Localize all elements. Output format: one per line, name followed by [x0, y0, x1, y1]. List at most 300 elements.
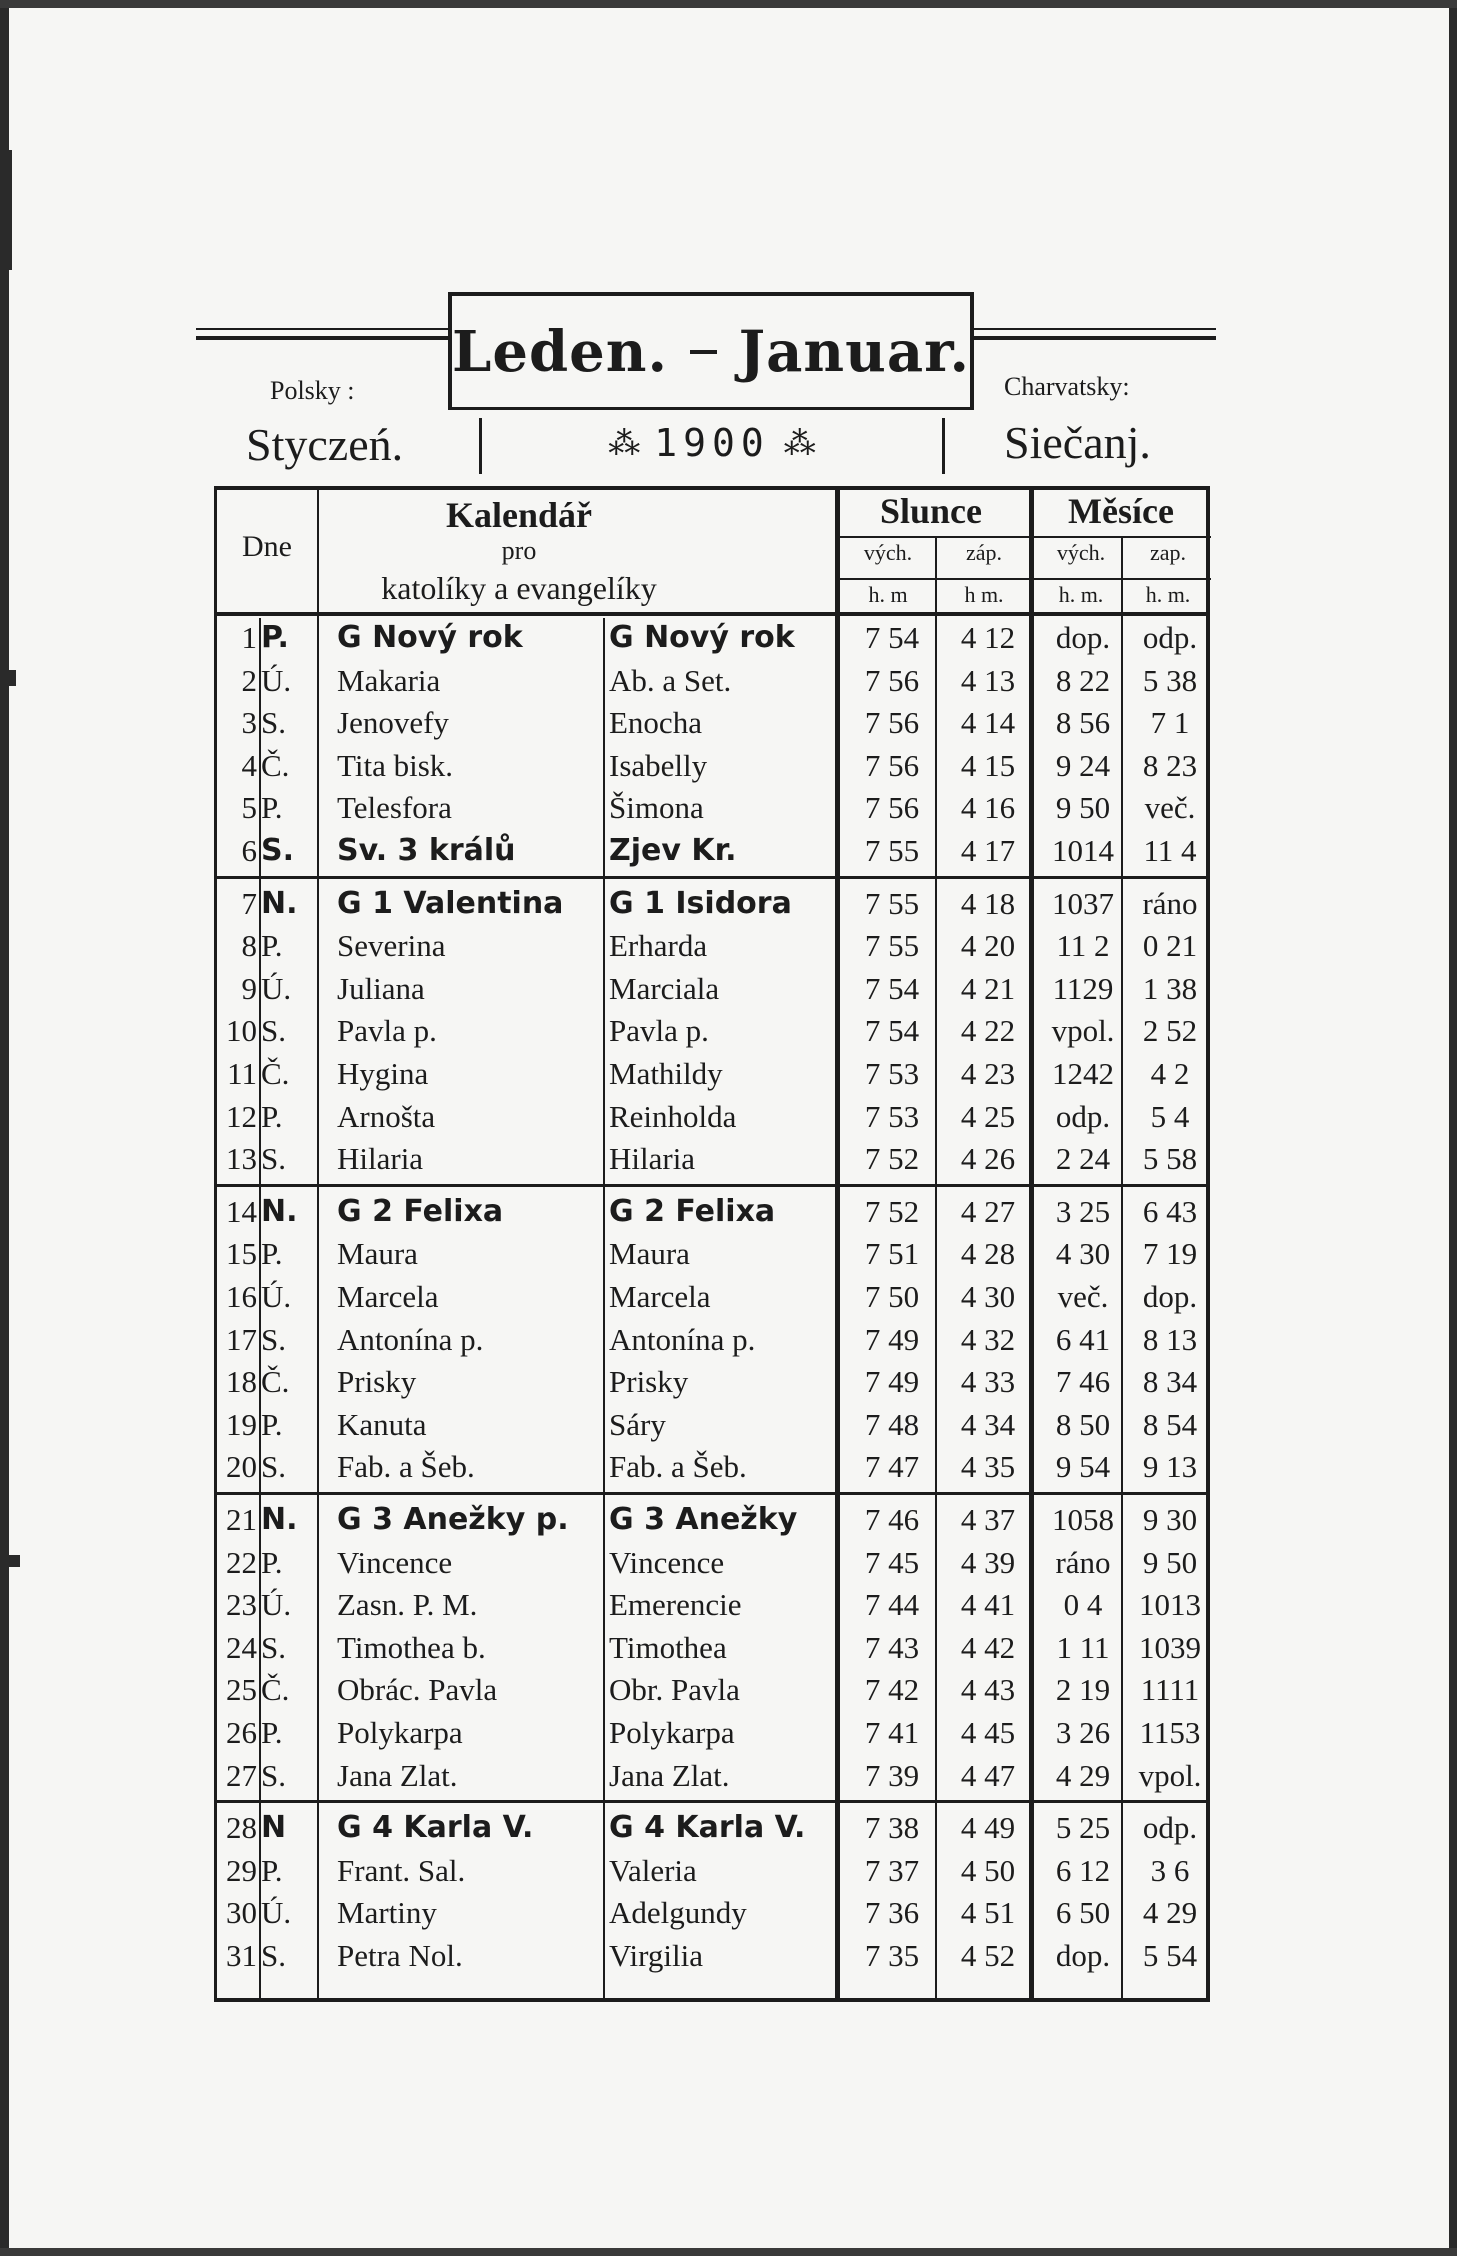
moonrise: 1 11 [1056, 1629, 1110, 1665]
catholic-saint: G 3 Anežky p. [337, 1502, 569, 1537]
evangelical-saint: Erharda [609, 928, 708, 964]
moonset: 9 13 [1142, 1449, 1198, 1485]
sunrise: 7 54 [864, 1013, 920, 1049]
sunrise: 7 55 [864, 833, 920, 868]
weekday: Ú. [261, 1587, 292, 1623]
polish-month-name: Styczeń. [246, 419, 404, 470]
moonrise: 3 26 [1055, 1715, 1111, 1750]
catholic-saint: Maura [337, 1236, 418, 1272]
table-row [217, 1628, 1207, 1670]
evangelical-saint: G 4 Karla V. [609, 1810, 806, 1846]
moonset: 1013 [1139, 1587, 1201, 1623]
moonrise: 2 24 [1055, 1141, 1111, 1177]
table-row [217, 1234, 1207, 1276]
title-german: Januar. [738, 318, 970, 385]
sunrise: 7 54 [864, 620, 920, 655]
sunset: 4 49 [960, 1810, 1016, 1846]
moonset: 2 52 [1142, 1013, 1198, 1049]
catholic-saint: Prisky [337, 1364, 417, 1400]
day-number: 8 [241, 928, 257, 964]
sunset: 4 12 [960, 620, 1016, 655]
table-row [217, 746, 1207, 788]
moonset: 8 23 [1142, 747, 1198, 783]
sunset: 4 27 [960, 1193, 1016, 1229]
day-number: 6 [241, 833, 257, 868]
moonrise: 9 24 [1055, 747, 1111, 783]
moonset: 8 34 [1142, 1364, 1198, 1400]
moonrise: 9 50 [1055, 790, 1111, 826]
table-row [217, 703, 1207, 745]
evangelical-saint: Adelgundy [609, 1895, 747, 1931]
catholic-saint: Jenovefy [337, 705, 449, 741]
moonset: 8 54 [1142, 1406, 1198, 1442]
weekday: S. [261, 833, 295, 868]
day-number: 19 [226, 1406, 257, 1442]
day-number: 2 [241, 662, 257, 698]
sunrise: 7 54 [864, 970, 920, 1006]
moonset: 7 1 [1150, 705, 1190, 741]
header-moon-rise: vých. [1056, 540, 1106, 565]
moonrise: 7 46 [1055, 1364, 1111, 1400]
day-number: 15 [226, 1236, 257, 1272]
moonrise: 9 54 [1055, 1449, 1111, 1485]
weekday: Ú. [261, 1279, 292, 1314]
day-number: 7 [241, 885, 257, 921]
sunrise: 7 36 [864, 1895, 920, 1931]
scan-border-right [1449, 0, 1457, 2256]
moonset: 0 21 [1142, 928, 1198, 964]
table-row [217, 969, 1207, 1011]
evangelical-saint: Reinholda [609, 1098, 737, 1134]
moonset: odp. [1142, 1810, 1198, 1846]
table-row [217, 1893, 1207, 1935]
sunrise: 7 47 [864, 1449, 920, 1485]
moonrise: več. [1057, 1279, 1109, 1314]
sunset: 4 33 [960, 1364, 1016, 1400]
sunset: 4 15 [960, 747, 1016, 783]
table-row [217, 1670, 1207, 1712]
day-number: 31 [226, 1938, 257, 1973]
moonrise: 4 29 [1055, 1757, 1111, 1793]
table-row [217, 1362, 1207, 1404]
day-number: 18 [226, 1364, 257, 1400]
catholic-saint: G Nový rok [337, 620, 523, 655]
header-mesice: Měsíce [1068, 491, 1174, 531]
table-row [217, 1192, 1207, 1234]
catholic-saint: Antonína p. [337, 1321, 484, 1357]
weekday: S. [261, 1449, 286, 1485]
sunrise: 7 55 [864, 928, 920, 964]
header-sun-rise: vých. [863, 540, 913, 565]
moonrise: 2 19 [1055, 1672, 1111, 1708]
moonset: odp. [1142, 620, 1198, 655]
moonset: ráno [1142, 885, 1198, 921]
sunset: 4 22 [960, 1013, 1016, 1049]
evangelical-saint: Zjev Kr. [609, 833, 737, 868]
sunrise: 7 35 [864, 1938, 920, 1973]
catholic-saint: Jana Zlat. [337, 1757, 458, 1793]
sunset: 4 28 [960, 1236, 1016, 1272]
header-rule [839, 578, 1211, 580]
day-number: 24 [226, 1629, 257, 1665]
weekday: P. [261, 1544, 283, 1580]
sunrise: 7 53 [864, 1056, 920, 1091]
ornament-icon: ⁂ [608, 425, 641, 461]
evangelical-saint: Marcela [609, 1279, 711, 1314]
weekday: Ú. [261, 1895, 292, 1931]
moonrise: odp. [1055, 1098, 1111, 1134]
table-row [217, 1320, 1207, 1362]
evangelical-saint: G 1 Isidora [609, 885, 792, 921]
catholic-saint: Fab. a Šeb. [337, 1449, 475, 1485]
sunset: 4 18 [960, 885, 1016, 921]
moonrise: 6 12 [1055, 1852, 1111, 1888]
header-units: h. m. [1058, 582, 1104, 607]
evangelical-saint: Jana Zlat. [609, 1757, 730, 1793]
header-units: h. m. [1145, 582, 1191, 607]
day-number: 3 [241, 705, 257, 741]
catholic-saint: Sv. 3 králů [337, 833, 516, 868]
moonset: več. [1144, 790, 1196, 826]
day-number: 5 [241, 790, 257, 826]
catholic-saint: Frant. Sal. [337, 1852, 466, 1888]
title-czech: Leden. [452, 318, 668, 385]
day-number: 30 [226, 1895, 257, 1931]
catholic-saint: Arnošta [337, 1098, 436, 1134]
evangelical-saint: Mathildy [609, 1056, 723, 1091]
header-kalendar: Kalendář [445, 495, 592, 535]
table-row [217, 1543, 1207, 1585]
moonrise: 11 2 [1056, 928, 1110, 964]
sunrise: 7 53 [864, 1098, 920, 1134]
sunrise: 7 48 [864, 1406, 920, 1442]
moonrise: dop. [1055, 1938, 1111, 1973]
table-row [217, 1936, 1207, 1978]
catholic-saint: Kanuta [337, 1406, 427, 1442]
sunset: 4 16 [960, 790, 1016, 826]
sunset: 4 17 [960, 833, 1016, 868]
day-number: 22 [226, 1544, 257, 1580]
catholic-saint: Marcela [337, 1279, 439, 1314]
evangelical-saint: Emerencie [609, 1587, 742, 1623]
day-number: 10 [226, 1013, 257, 1049]
sunrise: 7 55 [864, 885, 920, 921]
sunset: 4 20 [960, 928, 1016, 964]
sunrise: 7 42 [864, 1672, 920, 1708]
sunset: 4 35 [960, 1449, 1016, 1485]
day-number: 13 [226, 1141, 257, 1177]
weekday: Č. [261, 1056, 290, 1091]
moonset: 1111 [1140, 1672, 1200, 1708]
table-row [217, 1713, 1207, 1755]
weekday: Č. [261, 1672, 290, 1708]
evangelical-saint: Isabelly [609, 747, 708, 783]
sunset: 4 41 [960, 1587, 1016, 1623]
evangelical-saint: Pavla p. [609, 1013, 709, 1049]
moonset: 8 13 [1142, 1321, 1198, 1357]
header-slunce: Slunce [879, 491, 983, 531]
catholic-saint: Petra Nol. [337, 1938, 463, 1973]
sunrise: 7 56 [864, 747, 920, 783]
week-separator [217, 876, 1207, 879]
catholic-saint: Severina [337, 928, 446, 964]
moonset: 11 4 [1143, 833, 1197, 868]
day-number: 26 [226, 1715, 257, 1750]
croatian-label: Charvatsky: [1004, 372, 1130, 401]
header-rule [974, 336, 1216, 340]
title-dash [690, 350, 717, 354]
weekday: P. [261, 1406, 283, 1442]
day-number: 25 [226, 1672, 257, 1708]
moonset: 5 4 [1150, 1098, 1190, 1134]
catholic-saint: Hilaria [337, 1141, 424, 1177]
evangelical-saint: Maura [609, 1236, 690, 1272]
header-rule [974, 328, 1216, 330]
weekday: Ú. [261, 970, 292, 1006]
evangelical-saint: Ab. a Set. [609, 662, 732, 698]
sunrise: 7 44 [864, 1587, 920, 1623]
moonrise: 0 4 [1063, 1587, 1103, 1623]
weekday: S. [261, 705, 286, 741]
sunrise: 7 37 [864, 1852, 920, 1888]
week-separator [217, 1800, 1207, 1803]
moonset: 4 29 [1142, 1895, 1198, 1931]
weekday: N. [261, 1502, 298, 1537]
moonrise: vpol. [1051, 1013, 1115, 1049]
scan-border-left [0, 0, 9, 2256]
day-number: 4 [241, 747, 257, 783]
evangelical-saint: Sáry [609, 1406, 666, 1442]
moonrise: 8 22 [1055, 662, 1111, 698]
moonset: 9 30 [1142, 1502, 1198, 1537]
day-number: 11 [227, 1056, 257, 1091]
catholic-saint: Polykarpa [337, 1715, 463, 1750]
sunrise: 7 46 [864, 1502, 920, 1537]
table-row [217, 1277, 1207, 1319]
croatian-month-name: Siečanj. [1004, 417, 1151, 468]
weekday: P. [261, 1236, 283, 1272]
header-rule [217, 612, 1207, 616]
weekday: S. [261, 1013, 286, 1049]
moonset: 9 50 [1142, 1544, 1198, 1580]
sunset: 4 26 [960, 1141, 1016, 1177]
day-number: 16 [226, 1279, 257, 1314]
weekday: P. [261, 1715, 283, 1750]
sunrise: 7 49 [864, 1364, 920, 1400]
sunrise: 7 39 [864, 1757, 920, 1793]
sunset: 4 42 [960, 1629, 1016, 1665]
sunset: 4 32 [960, 1321, 1016, 1357]
day-number: 21 [226, 1502, 257, 1537]
catholic-saint: Martiny [337, 1895, 437, 1931]
sunset: 4 14 [960, 705, 1016, 741]
day-number: 1 [241, 620, 257, 655]
moonrise: 6 50 [1055, 1895, 1111, 1931]
catholic-saint: Pavla p. [337, 1013, 437, 1049]
sunrise: 7 41 [864, 1715, 920, 1750]
weekday: S. [261, 1321, 286, 1357]
year: 1900 [654, 421, 770, 465]
table-row [217, 1011, 1207, 1053]
table-row [217, 1851, 1207, 1893]
header-rule [196, 336, 448, 340]
header-sun-set: záp. [965, 540, 1003, 565]
table-row [217, 831, 1207, 873]
moonrise: 5 25 [1055, 1810, 1111, 1846]
sunset: 4 30 [960, 1279, 1016, 1314]
catholic-saint: G 4 Karla V. [337, 1810, 534, 1846]
header-units: h m. [964, 582, 1004, 607]
evangelical-saint: G Nový rok [609, 620, 795, 655]
sunrise: 7 43 [864, 1629, 920, 1665]
weekday: S. [261, 1938, 286, 1973]
moonset: 5 38 [1142, 662, 1198, 698]
catholic-saint: Timothea b. [337, 1629, 486, 1665]
weekday: P. [261, 790, 283, 826]
scan-border-bottom [0, 2248, 1457, 2256]
evangelical-saint: G 3 Anežky [609, 1502, 798, 1537]
header-katoliky: katolíky a evangelíky [381, 570, 657, 606]
weekday: Ú. [261, 662, 292, 698]
scan-mark [4, 150, 12, 270]
table-row [217, 1500, 1207, 1542]
sunset: 4 13 [960, 662, 1016, 698]
moonset: 1 38 [1142, 970, 1198, 1006]
moonrise: 1014 [1052, 833, 1114, 868]
catholic-saint: G 2 Felixa [337, 1193, 504, 1229]
moonset: 7 19 [1142, 1236, 1198, 1272]
weekday: S. [261, 1629, 286, 1665]
evangelical-saint: Valeria [609, 1852, 697, 1888]
evangelical-saint: G 2 Felixa [609, 1193, 776, 1229]
calendar-table [214, 486, 1210, 2002]
header-pro: pro [501, 536, 537, 565]
evangelical-saint: Timothea [609, 1629, 727, 1665]
table-row [217, 1447, 1207, 1489]
day-number: 23 [226, 1587, 257, 1623]
weekday: N. [261, 1193, 298, 1229]
weekday: Č. [261, 1364, 290, 1400]
moonrise: dop. [1055, 620, 1111, 655]
table-row [217, 1097, 1207, 1139]
weekday: S. [261, 1757, 286, 1793]
sunset: 4 25 [960, 1098, 1016, 1134]
week-separator [217, 1184, 1207, 1187]
sunset: 4 50 [960, 1852, 1016, 1888]
moonset: 3 6 [1150, 1852, 1190, 1888]
sunset: 4 45 [960, 1715, 1016, 1750]
sunset: 4 51 [960, 1895, 1016, 1931]
sunrise: 7 56 [864, 790, 920, 826]
sunset: 4 21 [960, 970, 1016, 1006]
day-number: 14 [226, 1193, 257, 1229]
day-number: 9 [241, 970, 257, 1006]
moonset: 1039 [1139, 1629, 1201, 1665]
evangelical-saint: Enocha [609, 705, 702, 741]
sunrise: 7 51 [864, 1236, 920, 1272]
evangelical-saint: Vincence [609, 1544, 725, 1580]
weekday: S. [261, 1141, 286, 1177]
sunset: 4 52 [960, 1938, 1016, 1973]
moonrise: 1129 [1052, 970, 1114, 1006]
moonrise: 1037 [1052, 885, 1114, 921]
moonrise: 1058 [1052, 1502, 1114, 1537]
sunrise: 7 49 [864, 1321, 920, 1357]
table-row [217, 926, 1207, 968]
week-separator [217, 1492, 1207, 1495]
catholic-saint: Obrác. Pavla [337, 1672, 498, 1708]
evangelical-saint: Marciala [609, 970, 720, 1006]
table-row [217, 1139, 1207, 1181]
table-row [217, 1054, 1207, 1096]
weekday: N [261, 1810, 287, 1846]
sunrise: 7 52 [864, 1141, 920, 1177]
catholic-saint: Zasn. P. M. [337, 1587, 478, 1623]
polish-label: Polsky : [270, 376, 355, 405]
month-title [448, 292, 974, 410]
calendar-page [196, 288, 1216, 2008]
catholic-saint: G 1 Valentina [337, 885, 564, 921]
weekday: P. [261, 620, 289, 655]
moonset: dop. [1142, 1279, 1198, 1314]
weekday: N. [261, 885, 298, 921]
header-dne: Dne [242, 530, 292, 563]
moonrise: 8 50 [1055, 1406, 1111, 1442]
moonrise: 6 41 [1055, 1321, 1111, 1357]
table-row [217, 661, 1207, 703]
sunrise: 7 56 [864, 662, 920, 698]
sunset: 4 34 [960, 1406, 1016, 1442]
table-row [217, 1808, 1207, 1850]
year-banner [479, 410, 945, 476]
weekday: P. [261, 1852, 283, 1888]
ornament-icon: ⁂ [783, 425, 816, 461]
weekday: Č. [261, 747, 290, 783]
sunset: 4 37 [960, 1502, 1016, 1537]
evangelical-saint: Hilaria [609, 1141, 696, 1177]
weekday: P. [261, 1098, 283, 1134]
sunrise: 7 45 [864, 1544, 920, 1580]
scan-mark [8, 1555, 20, 1567]
header-rule [839, 536, 1211, 538]
day-number: 27 [226, 1757, 257, 1793]
day-number: 12 [226, 1098, 257, 1134]
moonrise: 4 30 [1055, 1236, 1111, 1272]
evangelical-saint: Antonína p. [609, 1321, 756, 1357]
day-number: 17 [226, 1321, 257, 1357]
moonset: vpol. [1138, 1757, 1202, 1793]
table-row [217, 1756, 1207, 1798]
catholic-saint: Vincence [337, 1544, 453, 1580]
moonrise: 3 25 [1055, 1193, 1111, 1229]
day-number: 20 [226, 1449, 257, 1485]
moonrise: 1242 [1052, 1056, 1114, 1091]
sunrise: 7 38 [864, 1810, 920, 1846]
moonset: 4 2 [1150, 1056, 1190, 1091]
table-row [217, 618, 1207, 660]
table-row [217, 1405, 1207, 1447]
catholic-saint: Tita bisk. [337, 747, 454, 783]
weekday: P. [261, 928, 283, 964]
sunrise: 7 52 [864, 1193, 920, 1229]
catholic-saint: Makaria [337, 662, 441, 698]
evangelical-saint: Virgilia [609, 1938, 703, 1973]
day-number: 29 [226, 1852, 257, 1888]
catholic-saint: Hygina [337, 1056, 429, 1091]
scan-border-top [0, 0, 1457, 8]
moonrise: 8 56 [1055, 705, 1111, 741]
moonset: 1153 [1139, 1715, 1201, 1750]
